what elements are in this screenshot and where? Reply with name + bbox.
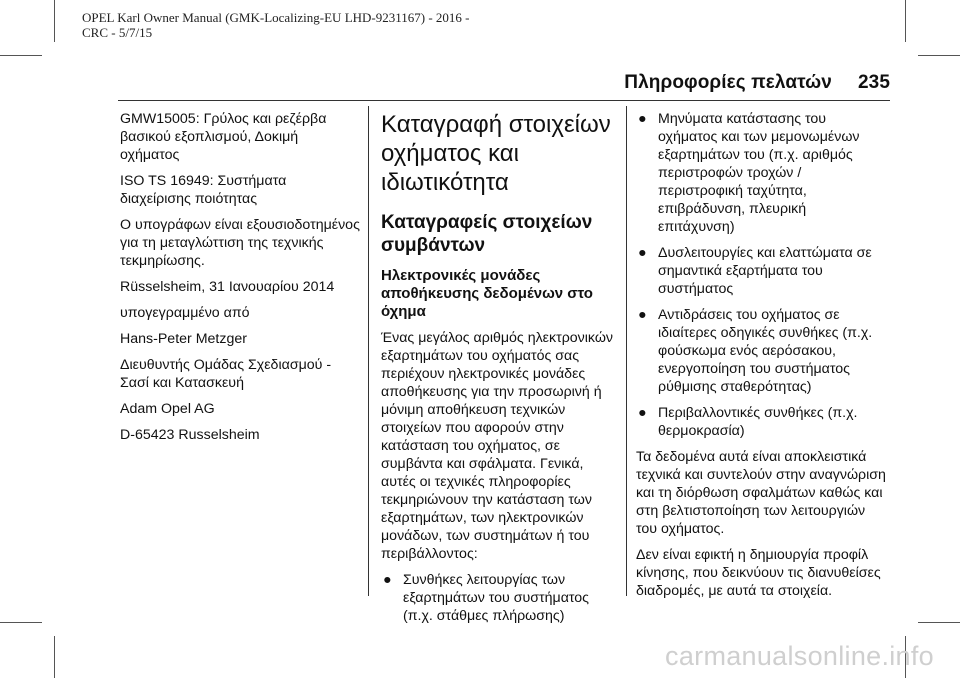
bullet-icon: ●	[638, 245, 647, 261]
paragraph: Rüsselsheim, 31 Ιανουαρίου 2014	[120, 279, 335, 295]
watermark: carmanualsonline.info	[665, 641, 934, 671]
paragraph: υπογεγραμμένο από	[120, 305, 250, 321]
list-item-text: Δυσλειτουργίες και ελαττώματα σε σημαντικά εξαρτήματα του συστήματος	[658, 245, 872, 297]
paragraph: GMW15005: Γρύλος και ρεζέρβα βασικού εξοπλισμού, Δοκιμή οχήματος	[120, 111, 327, 163]
metadata-line: OPEL Karl Owner Manual (GMK-Localizing-EU LHD-9231167) - 2016 -	[82, 10, 470, 25]
bullet-icon: ●	[383, 572, 392, 588]
paragraph: Ένας μεγάλος αριθμός ηλεκτρονικών εξαρτημάτων του οχήματός σας περιέχουν ηλεκτρονικές μονάδες αποθήκευσης για την προσωρινή ή μόνιμη αποθήκευση τεχνικών στοιχείων που αφορούν στην κατάσταση του οχήματος, σε συμβάντα και σφάλματα. Γενικά, αυτές οι τεχνικές πληροφορίες τεκμηριώνουν την κατάσταση των εξαρτημάτων, των ηλεκτρονικών μονάδων, των συστημάτων ή του περιβάλλοντος:	[381, 330, 614, 562]
list-item	[636, 404, 886, 440]
bullet-icon: ●	[638, 405, 647, 421]
bullet-icon: ●	[638, 111, 647, 127]
header-rule	[118, 100, 890, 101]
crop-mark	[54, 636, 55, 678]
section-heading: Καταγραφείς στοιχείων συμβάντων	[381, 212, 593, 256]
column-divider	[626, 106, 627, 596]
running-head	[624, 72, 890, 94]
crop-mark	[54, 0, 55, 42]
list-item	[636, 244, 886, 298]
paragraph: D-65423 Russelsheim	[120, 427, 260, 443]
metadata-line: CRC - 5/7/15	[82, 25, 153, 40]
paragraph: Τα δεδομένα αυτά είναι αποκλειστικά τεχνικά και συντελούν στην αναγνώριση και τη διόρθωση σφαλμάτων καθώς και στη βελτιστοποίηση των λειτουργιών του οχήματος.	[636, 449, 886, 537]
paragraph: Δεν είναι εφικτή η δημιουργία προφίλ κίνησης, που δεικνύουν τις διανυθείσες διαδρομές, με αυτά τα στοιχεία.	[636, 547, 881, 599]
column-2	[381, 110, 617, 633]
column-divider	[368, 106, 369, 596]
bullet-list	[381, 571, 617, 625]
crop-mark	[0, 55, 42, 56]
chapter-heading: Καταγραφή στοιχείων οχήματος και ιδιωτικότητα	[381, 111, 611, 196]
list-item	[636, 306, 886, 396]
list-item-text: Περιβαλλοντικές συνθήκες (π.χ. θερμοκρασία)	[658, 405, 858, 439]
crop-mark	[905, 0, 906, 42]
section-title: Πληροφορίες πελατών	[624, 72, 832, 93]
crop-mark	[0, 622, 42, 623]
paragraph: Ο υπογράφων είναι εξουσιοδοτημένος για τη μεταγλώττιση της τεχνικής τεκμηρίωσης.	[120, 217, 360, 269]
list-item-text: Αντιδράσεις του οχήματος σε ιδιαίτερες οδηγικές συνθήκες (π.χ. φούσκωμα ενός αερόσακου, ενεργοποίηση του συστήματος ρύθμισης σταθερότητας)	[658, 307, 873, 395]
crop-mark	[918, 622, 960, 623]
page-number: 235	[857, 72, 890, 93]
paragraph: Hans-Peter Metzger	[120, 331, 247, 347]
subsection-heading: Ηλεκτρονικές μονάδες αποθήκευσης δεδομένων στο όχημα	[381, 267, 593, 320]
bullet-icon: ●	[638, 307, 647, 323]
print-metadata	[82, 10, 470, 40]
paragraph: Διευθυντής Ομάδας Σχεδιασμού - Σασί και Κατασκευή	[120, 357, 332, 391]
crop-mark	[918, 55, 960, 56]
list-item-text: Μηνύματα κατάστασης του οχήματος και των μεμονωμένων εξαρτημάτων του (π.χ. αριθμός περιστροφών τροχών / περιστροφική ταχύτητα, επιβράδυνση, πλευρική επιτάχυνση)	[658, 111, 860, 235]
column-1	[120, 110, 360, 452]
list-item	[381, 571, 617, 625]
paragraph: Adam Opel AG	[120, 401, 215, 417]
column-3	[636, 110, 886, 608]
paragraph: ISO TS 16949: Συστήματα διαχείρισης ποιότητας	[120, 173, 287, 207]
list-item	[636, 110, 886, 236]
list-item-text: Συνθήκες λειτουργίας των εξαρτημάτων του συστήματος (π.χ. στάθμες πλήρωσης)	[403, 572, 590, 624]
bullet-list	[636, 110, 886, 440]
